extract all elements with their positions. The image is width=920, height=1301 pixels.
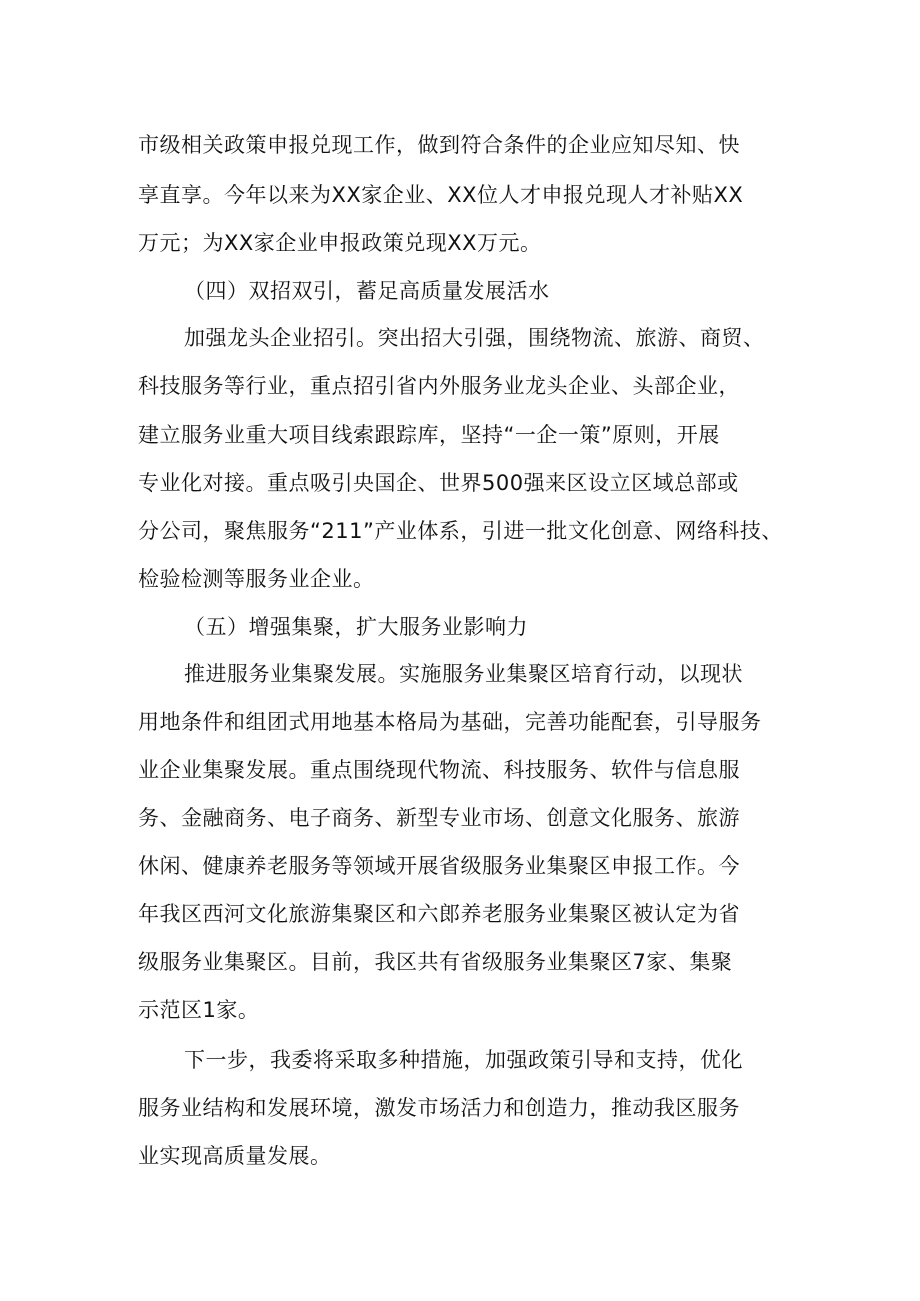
paragraph-line: 检验检测等服务业企业。: [138, 567, 375, 591]
paragraph-line: 加强龙头企业招引。突出招大引强，围绕物流、旅游、商贸、: [184, 326, 765, 350]
paragraph-line: 享直享。今年以来为XX家企业、XX位人才申报兑现人才补贴XX: [138, 183, 744, 207]
paragraph-line: 示范区1家。: [138, 998, 260, 1022]
paragraph-line: 专业化对接。重点吸引央国企、世界500强来区设立区域总部或: [138, 471, 739, 495]
paragraph-line: 市级相关政策申报兑现工作，做到符合条件的企业应知尽知、快: [138, 133, 740, 157]
paragraph-line: 年我区西河文化旅游集聚区和六郎养老服务业集聚区被认定为省: [138, 902, 740, 926]
paragraph-line: 万元；为XX家企业申报政策兑现XX万元。: [138, 231, 542, 255]
section-heading: （四）双招双引，蓄足高质量发展活水: [184, 279, 550, 303]
paragraph-line: 推进服务业集聚发展。实施服务业集聚区培育行动，以现状: [184, 662, 743, 686]
section-heading: （五）增强集聚，扩大服务业影响力: [184, 615, 528, 639]
paragraph-line: 级服务业集聚区。目前，我区共有省级服务业集聚区7家、集聚: [138, 950, 733, 974]
paragraph-line: 服务业结构和发展环境，激发市场活力和创造力，推动我区服务: [138, 1096, 740, 1120]
paragraph-line: 建立服务业重大项目线索跟踪库，坚持“一企一策”原则，开展: [138, 423, 720, 447]
paragraph-line: 务、金融商务、电子商务、新型专业市场、创意文化服务、旅游: [138, 806, 740, 830]
paragraph-line: 休闲、健康养老服务等领域开展省级服务业集聚区申报工作。今: [138, 854, 740, 878]
paragraph-line: 分公司，聚焦服务“211”产业体系，引进一批文化创意、网络科技、: [138, 519, 783, 543]
paragraph-line: 用地条件和组团式用地基本格局为基础，完善功能配套，引导服务: [138, 710, 762, 734]
paragraph-line: 下一步，我委将采取多种措施，加强政策引导和支持，优化: [184, 1048, 743, 1072]
paragraph-line: 业实现高质量发展。: [138, 1144, 332, 1168]
paragraph-line: 科技服务等行业，重点招引省内外服务业龙头企业、头部企业，: [138, 374, 740, 398]
paragraph-line: 业企业集聚发展。重点围绕现代物流、科技服务、软件与信息服: [138, 758, 740, 782]
